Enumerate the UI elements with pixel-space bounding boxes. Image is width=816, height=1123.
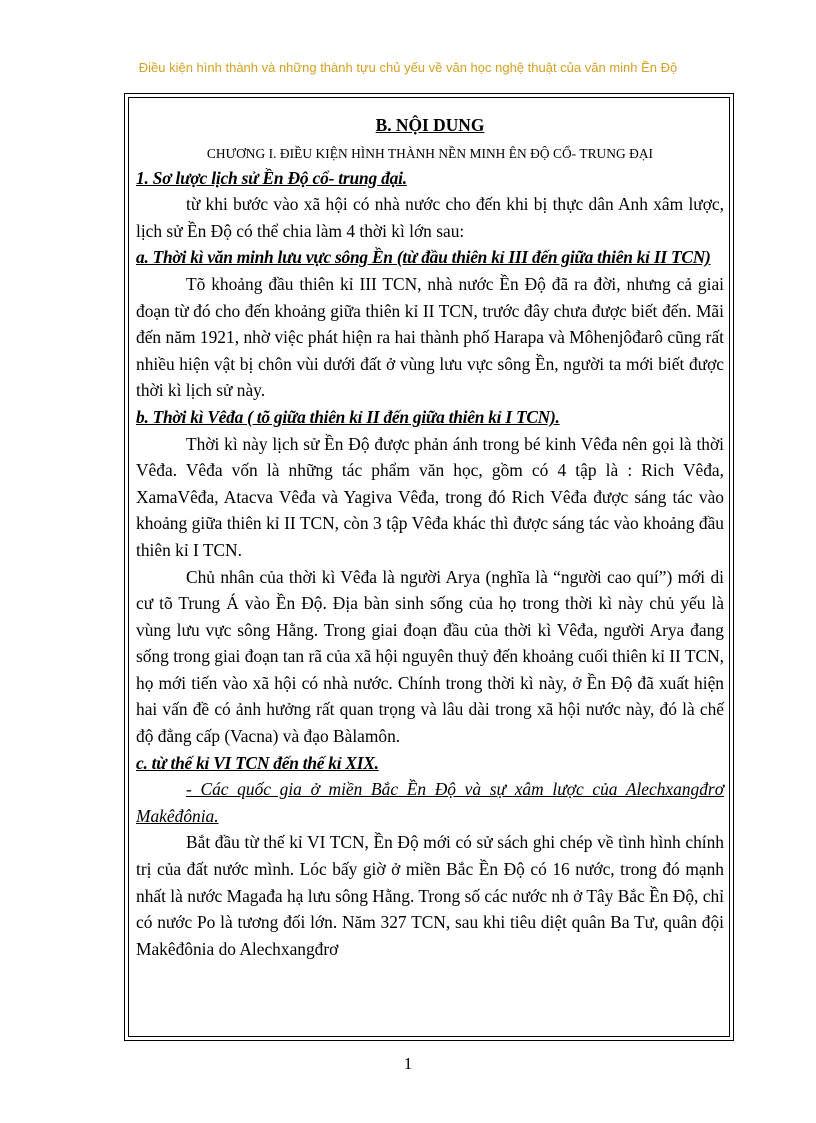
paragraph-c: Bắt đầu từ thế kỉ VI TCN, Ền Độ mới có sử sách ghi chép về tình hình chính trị của đất nước mình. Lóc bấy giờ ở miền Bắc Ền Độ có 16 nước, trong đó mạnh nhất là nước Magađa hạ lưu sông Hằng. Trong số các nước nh ở Tây Bắc Ền Độ, chỉ có nước Po là tương đối lớn. Năm 327 TCN, sau khi tiêu diệt quân Ba Tư, quân đội Makêđônia do Alechxangđrơ (136, 832, 724, 959)
heading-c: c. từ thế kỉ VI TCN đến thế kỉ XIX. (136, 752, 379, 773)
heading-a: a. Thời kì văn minh lưu vực sông Ền (từ đầu thiên kỉ III đến giữa thiên kỉ II TCN) (136, 247, 711, 268)
intro-paragraph: từ khi bước vào xã hội có nhà nước cho đến khi bị thực dân Anh xâm lược, lịch sử Ền Độ có thể chia làm 4 thời kì lớn sau: (136, 194, 724, 241)
heading-b: b. Thời kì Vêđa ( tõ giữa thiên kỉ II đến giữa thiên kỉ I TCN). (136, 406, 560, 427)
paragraph-b1: Thời kì này lịch sử Ền Độ được phản ánh trong bé kinh Vêđa nên gọi là thời Vêđa. Vêđa vốn là những tác phẩm văn học, gồm có 4 tập là : Rich Vêđa, XamaVêđa, Atacva Vêđa và Yagiva Vêđa, trong đó Rich Vêđa được sáng tác vào khoảng giữa thiên kỉ II TCN, còn 3 tập Vêđa khác thì được sáng tác vào khoảng đầu thiên kỉ I TCN. (136, 433, 724, 560)
subheading-c: - Các quốc gia ở miền Bắc Ền Độ và sự xâm lược của Alechxangđrơ Makêđônia. (136, 779, 724, 826)
document-body (136, 112, 724, 962)
running-header: Điều kiện hình thành và những thành tựu chủ yếu về văn học nghệ thuật của văn minh Ền Độ (138, 60, 678, 75)
heading-1: 1. Sơ lược lịch sử Ền Độ cổ- trung đại. (136, 167, 407, 188)
paragraph-a: Tõ khoảng đầu thiên kỉ III TCN, nhà nước Ền Độ đã ra đời, nhưng cả giai đoạn từ đó cho đến khoảng giữa thiên kỉ II TCN, trước đây chưa được biết đến. Mãi đến năm 1921, nhờ việc phát hiện ra hai thành phố Harapa và Môhenjôđarô cũng rất nhiều hiện vật bị chôn vùi dưới đất ở vùng lưu vực sông Ền, người ta mới biết được thời kì lịch sử này. (136, 273, 724, 401)
chapter-title: CHƯƠNG I. ĐIỀU KIỆN HÌNH THÀNH NỀN MINH ÊN ĐỘ CỔ- TRUNG ĐẠI (206, 145, 654, 161)
paragraph-b2: Chủ nhân của thời kì Vêđa là người Arya (nghĩa là “người cao quí”) mới di cư tõ Trung Á vào Ền Độ. Địa bàn sinh sống của họ trong thời kì này chủ yếu là vùng lưu vực sông Hằng. Trong giai đoạn đầu của thời kì Vêđa, người Arya đang sống trong giai đoạn tan rã của xã hội nguyên thuỷ đến khoảng cuối thiên kỉ II TCN, họ mới tiến vào xã hội có nhà nước. Chính trong thời kì này, ở Ền Độ đã xuất hiện hai vấn đề có ảnh hưởng rất quan trọng và lâu dài trong xã hội nước này, đó là chế độ đẳng cấp (Vacna) và đạo Bàlamôn. (136, 566, 724, 747)
section-title: B. NỘI DUNG (375, 115, 485, 135)
page-number: 1 (403, 1054, 413, 1073)
